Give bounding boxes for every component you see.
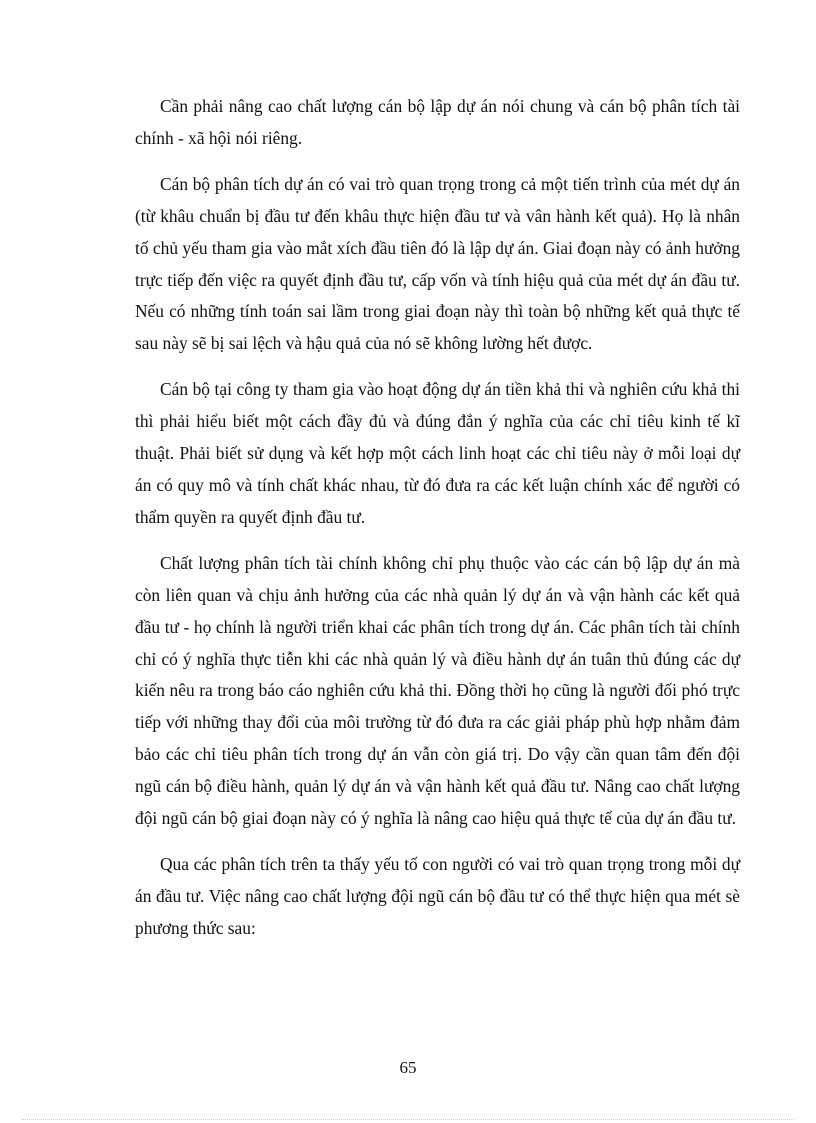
paragraph-4: Chất lượng phân tích tài chính không chỉ phụ thuộc vào các cán bộ lập dự án mà còn liên quan và chịu ảnh hưởng của các nhà quản lý dự án và vận hành các kết quả đầu tư - họ chính là người triển khai các phân tích trong dự án. Các phân tích tài chính chỉ có ý nghĩa thực tiễn khi các nhà quản lý và điều hành dự án tuân thủ đúng các dự kiến nêu ra trong báo cáo nghiên cứu khả thi. Đồng thời họ cũng là người đối phó trực tiếp với những thay đổi của môi trường từ đó đưa ra các giải pháp phù hợp nhằm đảm bảo các chỉ tiêu phân tích trong dự án vẫn còn giá trị. Do vậy cần quan tâm đến đội ngũ cán bộ điều hành, quản lý dự án và vận hành kết quả đầu tư. Nâng cao chất lượng đội ngũ cán bộ giai đoạn này có ý nghĩa là nâng cao hiệu quả thực tế của dự án đầu tư. <box>135 552 740 829</box>
page-bottom-divider <box>22 1119 794 1120</box>
paragraph-3: Cán bộ tại công ty tham gia vào hoạt động dự án tiền khả thi và nghiên cứu khả thi thì phải hiểu biết một cách đầy đủ và đúng đắn ý nghĩa của các chỉ tiêu kinh tế kĩ thuật. Phải biết sử dụng và kết hợp một cách linh hoạt các chỉ tiêu này ở mỗi loại dự án có quy mô và tính chất khác nhau, từ đó đưa ra các kết luận chính xác để người có thẩm quyền ra quyết định đầu tư. <box>135 379 740 527</box>
paragraph-1: Cần phải nâng cao chất lượng cán bộ lập dự án nói chung và cán bộ phân tích tài chính - xã hội nói riêng. <box>135 96 740 148</box>
paragraph-5: Qua các phân tích trên ta thấy yếu tố con người có vai trò quan trọng trong mỗi dự án đầu tư. Việc nâng cao chất lượng đội ngũ cán bộ đầu tư có thể thực hiện qua mét sè phương thức sau: <box>135 853 740 938</box>
paragraph-2: Cán bộ phân tích dự án có vai trò quan trọng trong cả một tiến trình của mét dự án (từ khâu chuẩn bị đầu tư đến khâu thực hiện đầu tư và vân hành kết quả). Họ là nhân tố chủ yếu tham gia vào mắt xích đầu tiên đó là lập dự án. Giai đoạn này có ảnh hưởng trực tiếp đến việc ra quyết định đầu tư, cấp vốn và tính hiệu quả của mét dự án đầu tư. Nếu có những tính toán sai lầm trong giai đoạn này thì toàn bộ những kết quả thực tế sau này sẽ bị sai lệch và hậu quả của nó sẽ không lường hết được. <box>135 173 740 354</box>
page-body <box>135 91 740 959</box>
page-number: 65 <box>399 1058 417 1077</box>
